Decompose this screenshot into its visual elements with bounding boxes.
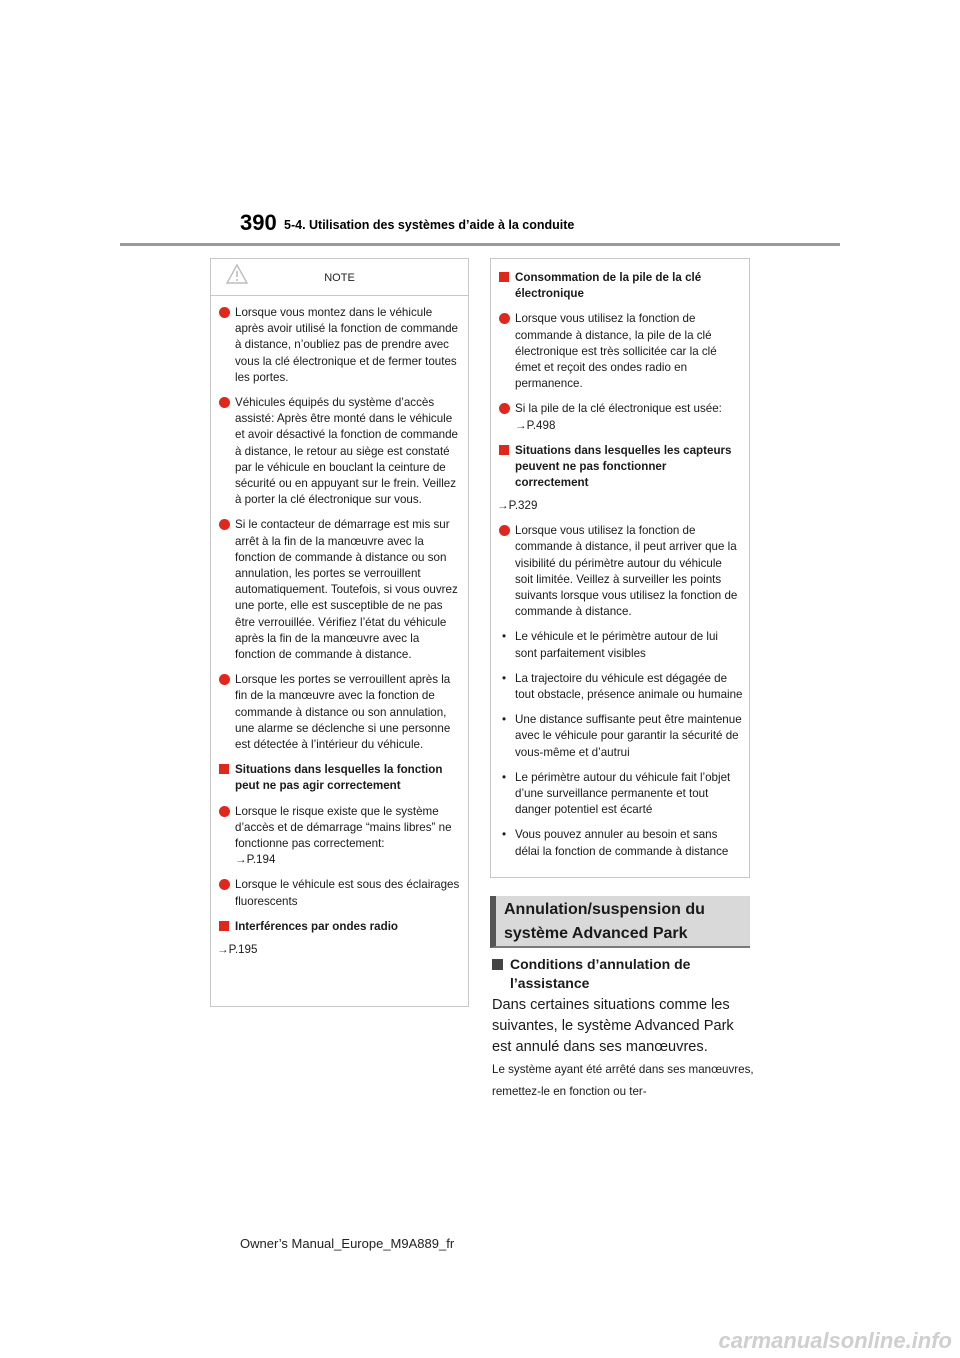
circle-bullet-icon xyxy=(219,879,230,890)
item-text: Lorsque les portes se verrouillent après la fin de la manœuvre avec la fonction de commande à distance ou son annulation, une alarme se déclenche si une personne est détectée à l’intérieur du véhicule. xyxy=(235,673,451,752)
circle-bullet-icon xyxy=(219,674,230,685)
item-text: Situations dans lesquelles la fonction peut ne pas agir correctement xyxy=(235,763,443,793)
list-item xyxy=(217,804,462,869)
circle-bullet-icon xyxy=(219,307,230,318)
footer: Owner’s Manual_Europe_M9A889_fr xyxy=(240,1236,455,1251)
body-note: Le système ayant été arrêté dans ses manœuvres, remettez-le en fonction ou ter- xyxy=(492,1063,754,1098)
checklist-item xyxy=(497,629,743,661)
square-bullet-icon xyxy=(219,921,229,931)
circle-bullet-icon xyxy=(499,403,510,414)
item-text: Lorsque le véhicule est sous des éclairages fluorescents xyxy=(235,878,460,908)
square-bullet-icon xyxy=(499,272,509,282)
item-text: Le périmètre autour du véhicule fait l’objet d’une surveillance permanente et tout danger potentiel est écarté xyxy=(515,770,731,817)
body-paragraph: Dans certaines situations comme les suivantes, le système Advanced Park est annulé dans ses manœuvres. xyxy=(492,997,734,1055)
list-item xyxy=(497,401,743,433)
square-bullet-icon xyxy=(492,959,503,970)
dot-bullet-icon: • xyxy=(502,828,507,842)
item-text: Lorsque vous montez dans le véhicule après avoir utilisé la fonction de commande à distance, n’oubliez pas de prendre avec vous la clé électronique et de fermer toutes les portes. xyxy=(235,306,458,384)
header-rule xyxy=(120,243,840,246)
dot-bullet-icon: • xyxy=(502,770,507,784)
list-item xyxy=(497,311,743,392)
item-text: Vous pouvez annuler au besoin et sans délai la fonction de commande à distance xyxy=(515,828,729,858)
checklist-item xyxy=(497,770,743,819)
circle-bullet-icon xyxy=(219,519,230,530)
list-item xyxy=(217,395,462,508)
list-item xyxy=(497,523,743,620)
square-bullet-icon xyxy=(499,445,509,455)
item-text: Une distance suffisante peut être maintenue avec le véhicule pour garantir la sécurité de vous-même et d’autrui xyxy=(515,713,742,759)
item-text: Le véhicule et le périmètre autour de lui sont parfaitement visibles xyxy=(515,630,719,660)
list-item xyxy=(217,517,462,663)
item-text: Lorsque le risque existe que le système d’accès et de démarrage “mains libres” ne fonctionne pas correctement: xyxy=(235,804,452,851)
square-bullet-icon xyxy=(219,764,229,774)
subsection-heading xyxy=(217,919,462,935)
page-reference-link[interactable]: →P.498 xyxy=(515,418,556,432)
watermark: carmanualsonline.info xyxy=(718,1328,952,1353)
item-text: La trajectoire du véhicule est dégagée de tout obstacle, présence animale ou humaine xyxy=(515,671,743,702)
section-banner xyxy=(490,896,750,948)
subsection-heading xyxy=(217,762,462,794)
list-item xyxy=(217,305,462,386)
checklist-item xyxy=(497,827,743,859)
subsection-heading xyxy=(497,443,743,492)
circle-bullet-icon xyxy=(499,525,510,536)
page-number: 390 xyxy=(240,210,277,235)
circle-bullet-icon xyxy=(219,397,230,408)
dot-bullet-icon: • xyxy=(502,671,507,685)
checklist-item xyxy=(497,671,743,703)
subsection-heading xyxy=(497,270,743,302)
item-text: Si le contacteur de démarrage est mis sur arrêt à la fin de la manœuvre avec la fonction de commande à distance ou son annulation, les portes se verrouillent automatiquement. Toutefois, si vous ouvrez une porte, elle est susceptible de ne pas être verrouillée. Vérifiez l’état du véhicule après la fin de la manœuvre avec la fonction de commande à distance. xyxy=(235,518,458,662)
item-text: Lorsque vous utilisez la fonction de commande à distance, la pile de la clé électronique est très sollicitée car la clé émet et reçoit des ondes radio en permanence. xyxy=(515,312,717,391)
list-item xyxy=(217,877,462,909)
subheading xyxy=(492,955,752,993)
item-text: Interférences par ondes radio xyxy=(235,919,399,933)
note-header xyxy=(211,263,468,289)
dot-bullet-icon: • xyxy=(502,630,507,644)
note-title: NOTE xyxy=(324,272,355,284)
page-reference-link[interactable]: →P.329 xyxy=(497,499,538,513)
info-box xyxy=(490,258,750,878)
page-reference-link[interactable]: →P.194 xyxy=(235,853,276,867)
note-box xyxy=(210,258,469,1007)
info-content xyxy=(491,259,749,860)
subheading-text: Conditions d’annulation de l’assistance xyxy=(510,956,691,991)
note-divider xyxy=(211,295,468,296)
banner-title: Annulation/suspension du système Advanced Park xyxy=(504,901,705,942)
circle-bullet-icon xyxy=(219,806,230,817)
note-content xyxy=(211,305,468,958)
circle-bullet-icon xyxy=(499,313,510,324)
list-item xyxy=(217,672,462,753)
item-text: Consommation de la pile de la clé électronique xyxy=(515,271,702,301)
item-text: Situations dans lesquelles les capteurs peuvent ne pas fonctionner correctement xyxy=(515,443,732,490)
item-text: Si la pile de la clé électronique est usée: xyxy=(515,402,722,416)
item-text: Véhicules équipés du système d’accès assisté: Après être monté dans le véhicule et avoir désactivé la fonction de commande à distance, le retour au siège est constaté par le véhicule en bouclant la ceinture de sécurité ou en appuyant sur le frein. Veillez à porter la clé électronique sur vous. xyxy=(235,396,458,507)
item-text: Lorsque vous utilisez la fonction de commande à distance, il peut arriver que la visibilité du périmètre autour du véhicule soit limitée. Veillez à surveiller les points suivants lorsque vous utilisez la fonction de commande à distance. xyxy=(515,524,738,619)
dot-bullet-icon: • xyxy=(502,713,507,727)
checklist-item xyxy=(497,712,743,761)
page-reference-link[interactable]: →P.195 xyxy=(217,942,258,956)
section-title: 5-4. Utilisation des systèmes d’aide à la conduite xyxy=(284,218,575,232)
